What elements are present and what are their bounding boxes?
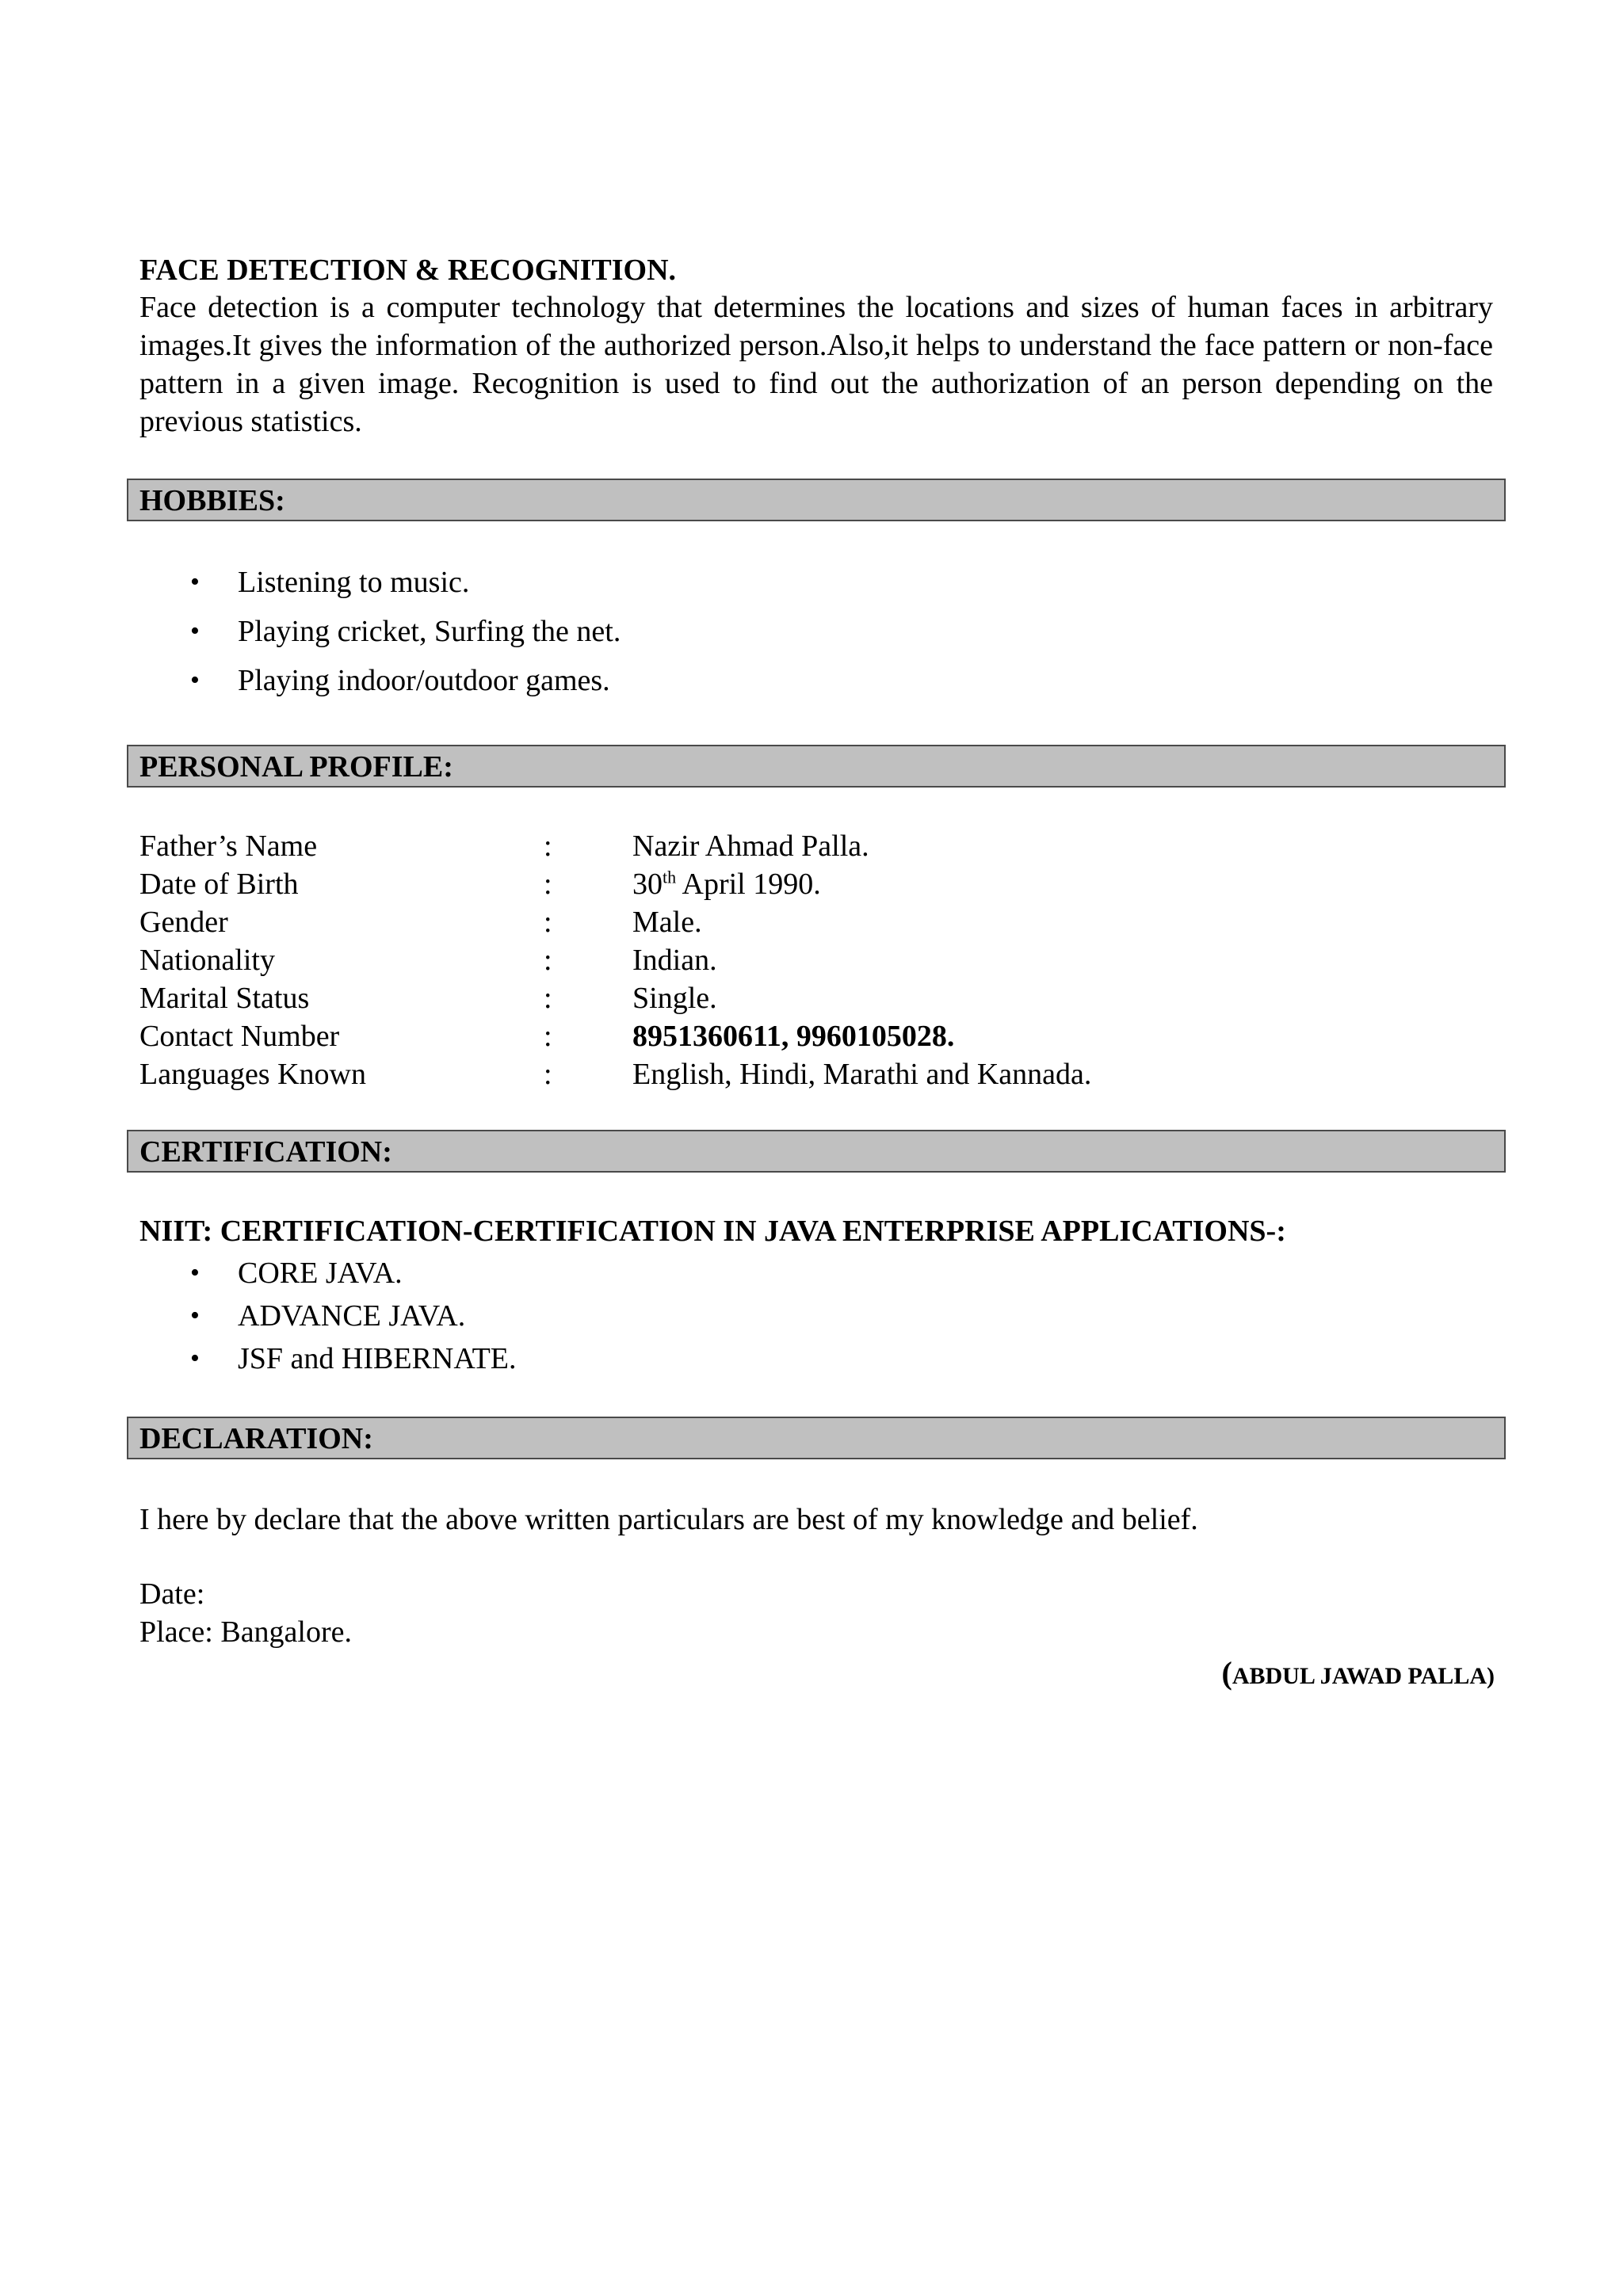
certification-section-header: [127, 1130, 1506, 1173]
hobbies-list: [139, 558, 621, 705]
hobbies-section-header: [127, 479, 1506, 521]
bullet-icon: •: [190, 616, 200, 646]
project-description: Face detection is a computer technology that determines the locations and sizes of human faces in arbitrary images.It gives the information of the authorized person.Also,it helps to understand the face pattern or non-face pattern in a given image. Recognition is used to find out the authorization of an person depending on the previous statistics.: [139, 291, 1493, 438]
certification-title: NIIT: CERTIFICATION-CERTIFICATION IN JAVA ENTERPRISE APPLICATIONS-:: [139, 1215, 1286, 1248]
certification-heading: CERTIFICATION:: [139, 1135, 392, 1169]
list-item: • ADVANCE JAVA.: [139, 1295, 517, 1337]
declaration-section-header: [127, 1417, 1506, 1459]
bullet-icon: •: [190, 567, 200, 597]
bullet-icon: •: [190, 1344, 200, 1373]
certification-list: [139, 1252, 517, 1380]
resume-page: FACE DETECTION & RECOGNITION. Face detection is a computer technology that determines the locations and sizes of human faces in arbitrary images.It gives the information of the authorized person.Also,it helps to understand the face pattern or non-face pattern in a given image. Recognition is used to find out the authorization of an person depending on the previous statistics. HOBBIES: • Listening to music. • Playing cricket, Surfing the net. • Playing indoor/outdoor games. PERSONAL PROFILE: Father’s Name : Nazir Ahmad Palla. Date of Birth : 30th April 1990. Gender : Male. Nationality : Indian. Marital Status : Single. Contact Number : 8951360611, 9960105028. Languages Known : English, Hindi, Marathi and Kannada. CERTIFICATION: NIIT: CERTIFICATION-CERTIFICATION IN JAVA ENTERPRISE APPLICATIONS-: • CORE JAVA. • ADVANCE JAVA. • JSF and HIBERNATE. DECLARATION: I here by declare that the above written particulars are best of my knowledge and belief. Date: Place: Bangalore. (ABDUL JAWAD PALLA): [0, 0, 1623, 2296]
bullet-icon: •: [190, 1301, 200, 1330]
list-item: • CORE JAVA.: [139, 1252, 517, 1295]
personal-profile-section-header: [127, 745, 1506, 788]
place-label: Place: Bangalore.: [139, 1615, 353, 1649]
declaration-heading: DECLARATION:: [139, 1422, 373, 1455]
date-label: Date:: [139, 1577, 205, 1611]
list-item: • Playing indoor/outdoor games.: [139, 656, 621, 705]
bullet-icon: •: [190, 1258, 200, 1287]
list-item: • Listening to music.: [139, 558, 621, 607]
personal-profile-heading: PERSONAL PROFILE:: [139, 750, 453, 784]
list-item: • Playing cricket, Surfing the net.: [139, 607, 621, 656]
bullet-icon: •: [190, 666, 200, 695]
list-item: • JSF and HIBERNATE.: [139, 1337, 517, 1380]
project-title: FACE DETECTION & RECOGNITION.: [139, 254, 677, 287]
hobbies-heading: HOBBIES:: [139, 484, 285, 517]
signature-name: (ABDUL JAWAD PALLA): [1221, 1655, 1495, 1691]
declaration-text: I here by declare that the above written particulars are best of my knowledge and belief.: [139, 1503, 1198, 1536]
